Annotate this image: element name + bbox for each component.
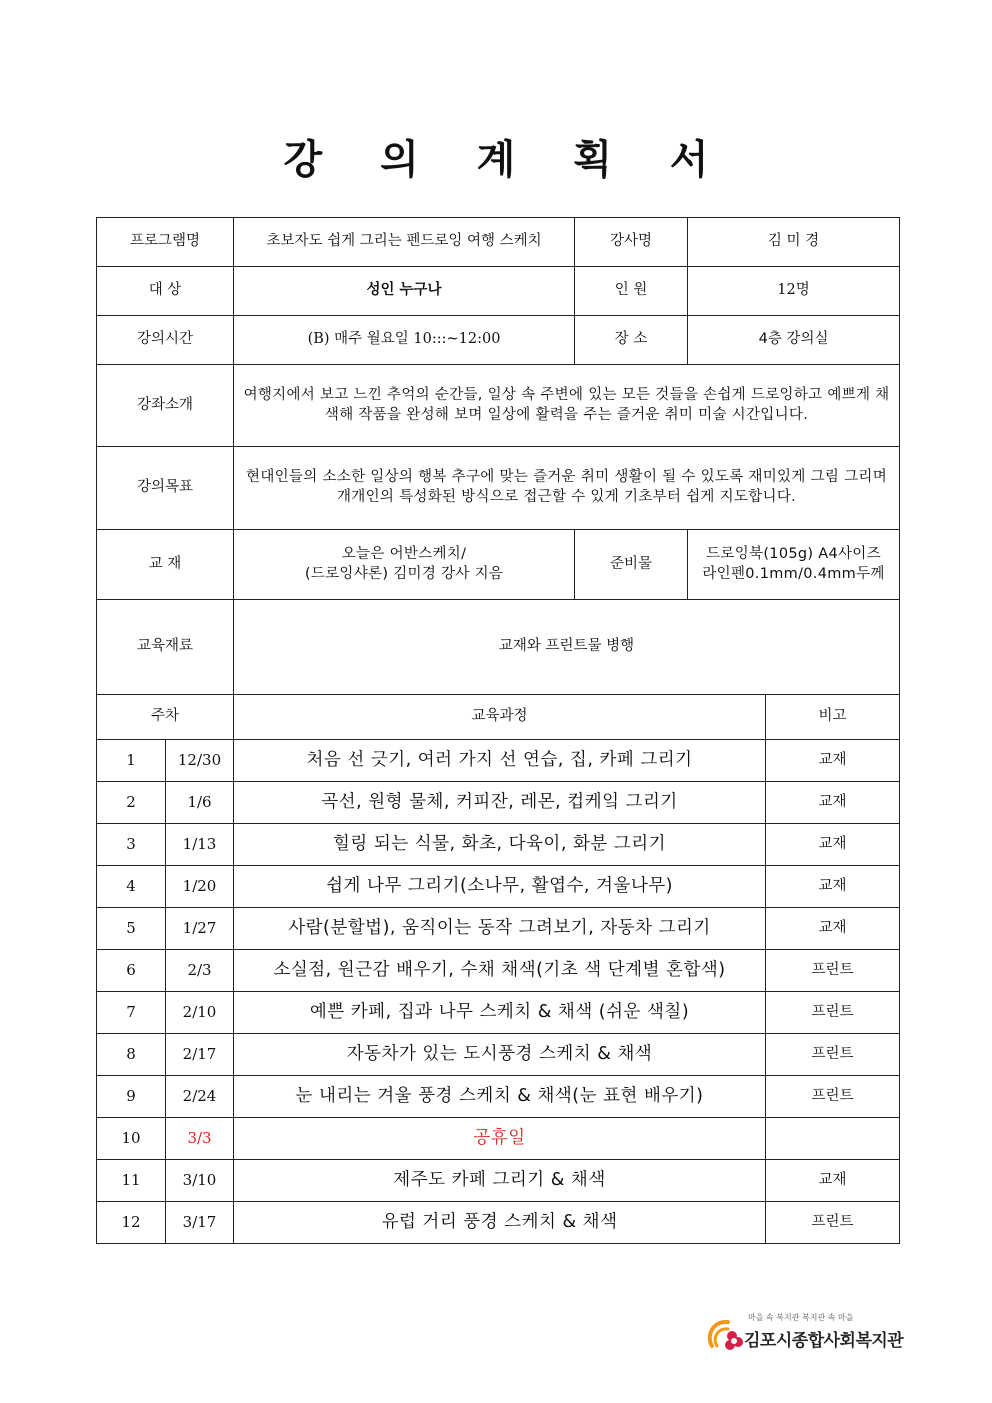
intro-row (97, 365, 900, 447)
prep-label: 준비물 (575, 530, 688, 600)
schedule-body (97, 740, 900, 1244)
schedule-note: 프린트 (766, 1202, 900, 1244)
count-label: 인 원 (575, 267, 688, 316)
schedule-row (97, 908, 900, 950)
intro-label: 강좌소개 (97, 365, 234, 447)
logo-name: 김포시종합사회복지관 (744, 1331, 904, 1351)
schedule-row (97, 782, 900, 824)
schedule-content: 자동차가 있는 도시풍경 스케치 & 채색 (234, 1034, 766, 1076)
prep-line-2: 라인펜0.1mm/0.4mm두께 (702, 565, 885, 582)
intro-value: 여행지에서 보고 느낀 추억의 순간들, 일상 속 주변에 있는 모든 것들을 손쉽게 드로잉하고 예쁘게 채색해 작품을 완성해 보며 일상에 활력을 주는 즐거운 취미 미술 시간입니다. (234, 365, 900, 447)
time-row (97, 316, 900, 365)
schedule-content: 유럽 거리 풍경 스케치 & 채색 (234, 1202, 766, 1244)
program-value: 초보자도 쉽게 그리는 펜드로잉 여행 스케치 (234, 218, 575, 267)
schedule-note: 교재 (766, 866, 900, 908)
lecture-plan-table (96, 217, 900, 1244)
instructor-label: 강사명 (575, 218, 688, 267)
schedule-row (97, 866, 900, 908)
schedule-row (97, 1160, 900, 1202)
schedule-row (97, 1076, 900, 1118)
schedule-row (97, 1118, 900, 1160)
week-header: 주차 (97, 695, 234, 740)
time-label: 강의시간 (97, 316, 234, 365)
program-label: 프로그램명 (97, 218, 234, 267)
material-row (97, 600, 900, 695)
schedule-content: 곡선, 원형 물체, 커피잔, 레몬, 컵케잌 그리기 (234, 782, 766, 824)
material-label: 교육재료 (97, 600, 234, 695)
schedule-note: 교재 (766, 908, 900, 950)
count-value: 12명 (688, 267, 900, 316)
schedule-date: 2/24 (166, 1076, 234, 1118)
goal-value: 현대인들의 소소한 일상의 행복 추구에 맞는 즐거운 취미 생활이 될 수 있도록 재미있게 그림 그리며 개개인의 특성화된 방식으로 접근할 수 있게 기초부터 쉽게 지도합니다. (234, 447, 900, 530)
book-line-1: 오늘은 어반스케치/ (341, 545, 467, 562)
schedule-week-number: 11 (97, 1160, 166, 1202)
schedule-date: 2/3 (166, 950, 234, 992)
schedule-note: 프린트 (766, 992, 900, 1034)
schedule-note: 교재 (766, 740, 900, 782)
schedule-row (97, 1202, 900, 1244)
schedule-content: 예쁜 카페, 집과 나무 스케치 & 채색 (쉬운 색칠) (234, 992, 766, 1034)
logo-mark-icon (706, 1312, 746, 1356)
schedule-week-number: 8 (97, 1034, 166, 1076)
schedule-row (97, 992, 900, 1034)
course-header: 교육과정 (234, 695, 766, 740)
schedule-content: 쉽게 나무 그리기(소나무, 활엽수, 겨울나무) (234, 866, 766, 908)
book-line-2: (드로잉샤론) 김미경 강사 지음 (304, 565, 504, 582)
book-row (97, 530, 900, 600)
schedule-week-number: 10 (97, 1118, 166, 1160)
schedule-note: 프린트 (766, 1076, 900, 1118)
schedule-row (97, 824, 900, 866)
schedule-header-row (97, 695, 900, 740)
schedule-date: 1/6 (166, 782, 234, 824)
book-label: 교 재 (97, 530, 234, 600)
schedule-date: 3/10 (166, 1160, 234, 1202)
schedule-date: 12/30 (166, 740, 234, 782)
schedule-date: 3/17 (166, 1202, 234, 1244)
schedule-date: 2/10 (166, 992, 234, 1034)
schedule-week-number: 2 (97, 782, 166, 824)
schedule-content: 처음 선 긋기, 여러 가지 선 연습, 집, 카페 그리기 (234, 740, 766, 782)
program-row (97, 218, 900, 267)
schedule-week-number: 9 (97, 1076, 166, 1118)
schedule-note: 교재 (766, 782, 900, 824)
organization-logo (704, 1308, 904, 1364)
schedule-week-number: 5 (97, 908, 166, 950)
material-value: 교재와 프린트물 병행 (234, 600, 900, 695)
schedule-content: 사람(분할법), 움직이는 동작 그려보기, 자동차 그리기 (234, 908, 766, 950)
schedule-row (97, 950, 900, 992)
schedule-content: 소실점, 원근감 배우기, 수채 채색(기초 색 단계별 혼합색) (234, 950, 766, 992)
schedule-row (97, 1034, 900, 1076)
schedule-note: 교재 (766, 1160, 900, 1202)
schedule-week-number: 4 (97, 866, 166, 908)
place-label: 장 소 (575, 316, 688, 365)
goal-label: 강의목표 (97, 447, 234, 530)
schedule-week-number: 12 (97, 1202, 166, 1244)
time-value: (B) 매주 월요일 10:::~12:00 (234, 316, 575, 365)
schedule-date: 1/27 (166, 908, 234, 950)
schedule-note (766, 1118, 900, 1160)
note-header: 비고 (766, 695, 900, 740)
instructor-value: 김 미 경 (688, 218, 900, 267)
schedule-content: 제주도 카페 그리기 & 채색 (234, 1160, 766, 1202)
schedule-note: 교재 (766, 824, 900, 866)
schedule-week-number: 1 (97, 740, 166, 782)
schedule-week-number: 3 (97, 824, 166, 866)
schedule-date: 1/20 (166, 866, 234, 908)
document-title: 강 의 계 획 서 (283, 137, 731, 183)
schedule-date: 2/17 (166, 1034, 234, 1076)
schedule-note: 프린트 (766, 1034, 900, 1076)
place-value: 4층 강의실 (688, 316, 900, 365)
schedule-row (97, 740, 900, 782)
book-value (234, 530, 575, 600)
goal-row (97, 447, 900, 530)
schedule-week-number: 7 (97, 992, 166, 1034)
target-row (97, 267, 900, 316)
schedule-content: 힐링 되는 식물, 화초, 다육이, 화분 그리기 (234, 824, 766, 866)
schedule-content: 눈 내리는 겨울 풍경 스케치 & 채색(눈 표현 배우기) (234, 1076, 766, 1118)
schedule-week-number: 6 (97, 950, 166, 992)
schedule-date: 3/3 (166, 1118, 234, 1160)
target-value: 성인 누구나 (234, 267, 575, 316)
target-label: 대 상 (97, 267, 234, 316)
schedule-note: 프린트 (766, 950, 900, 992)
prep-value (688, 530, 900, 600)
schedule-content: 공휴일 (234, 1118, 766, 1160)
prep-line-1: 드로잉북(105g) A4사이즈 (706, 545, 881, 562)
logo-tagline: 마을 속 복지관 복지관 속 마을 (748, 1313, 854, 1322)
schedule-date: 1/13 (166, 824, 234, 866)
